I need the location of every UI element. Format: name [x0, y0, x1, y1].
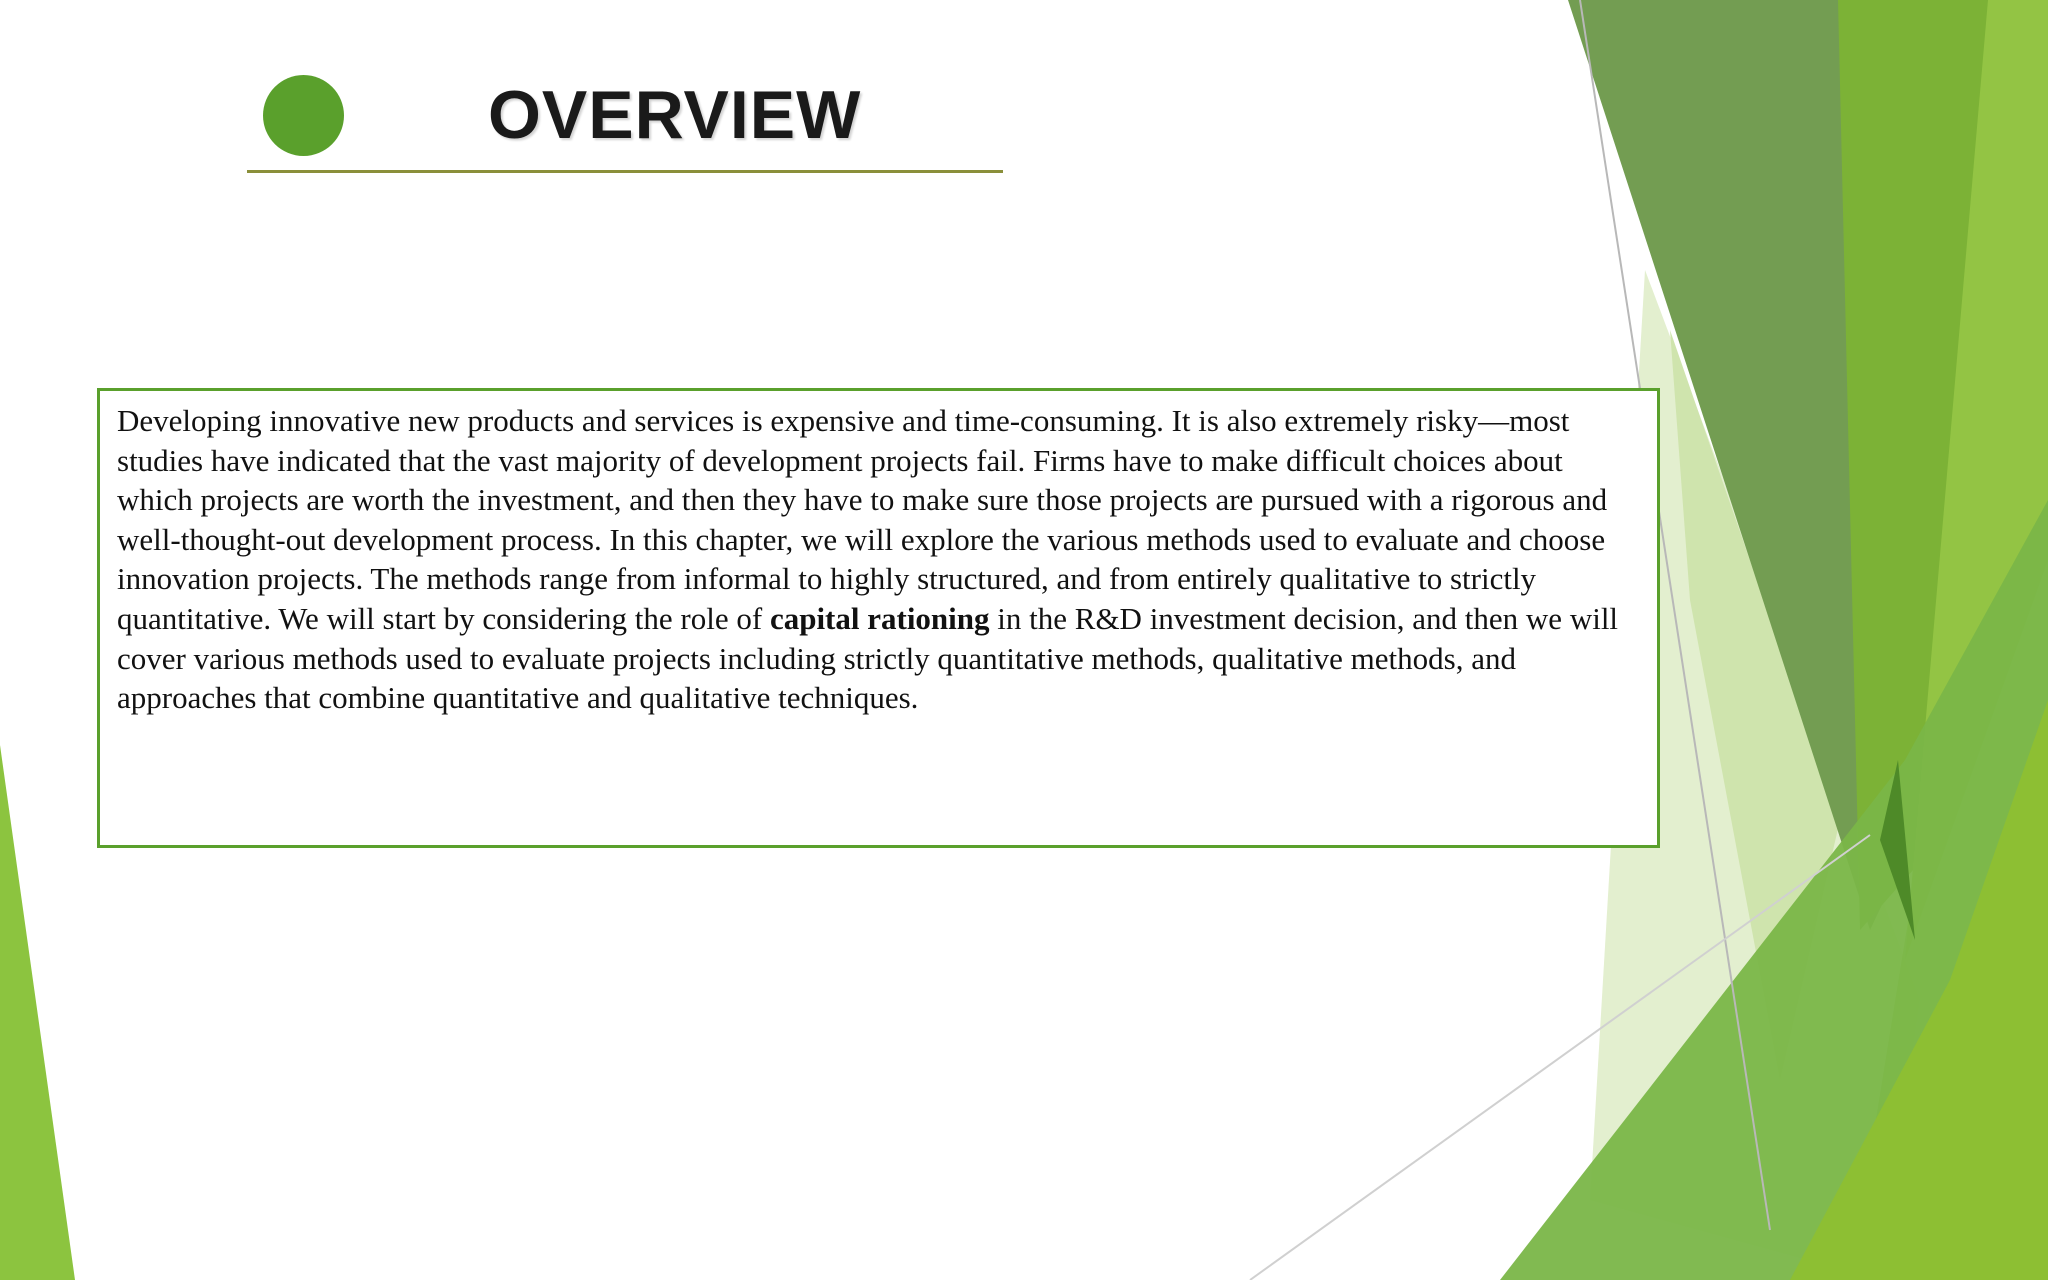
paragraph-text-end: in the R&D investment decision, and then we will cover various methods used to evaluate projects including strictly quantitative methods, qualitative methods, and approaches that combine quantitative and qualitative techniques. — [117, 600, 1619, 716]
overview-text-box — [97, 388, 1660, 848]
overview-paragraph — [117, 401, 1641, 718]
left-facet — [0, 745, 75, 1280]
page-title: OVERVIEW — [488, 77, 862, 153]
bold-term: capital rationing — [769, 600, 990, 636]
title-underline — [247, 170, 1003, 173]
paragraph-text: Developing innovative new products and services is expensive and time-consuming. It is also extremely risky—most studies have indicated that the vast majority of development projects fail. Firms have to make difficult choices about which projects are worth the investment, and then they have to make sure those projects are pursued with a rigorous and well-thought-out development process. In this chapter, we will explore the various methods used to evaluate and choose innovation projects. The methods range from informal to highly structured, and from entirely qualitative to strictly quantitative. We will start by considering the role of — [117, 403, 1608, 636]
title-bullet-circle — [263, 75, 344, 156]
